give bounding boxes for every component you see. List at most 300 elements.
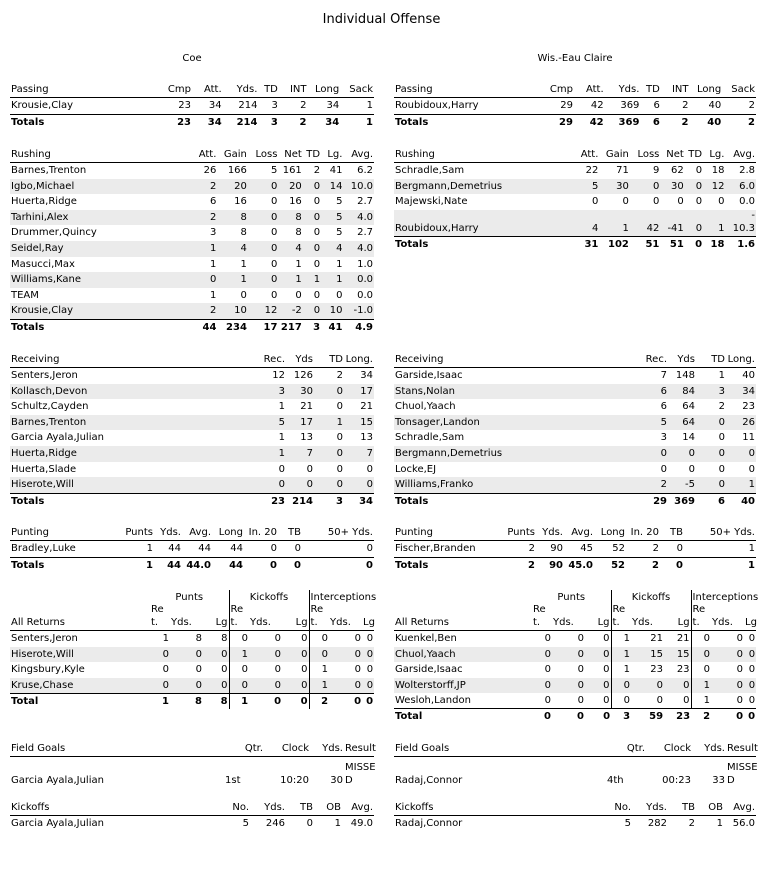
header-row	[10, 741, 374, 757]
stat-value: 0	[552, 647, 585, 662]
stat-value: 44	[154, 541, 182, 558]
table-row	[394, 757, 756, 775]
stat-value: 0	[271, 196, 278, 208]
stat-value: 0	[282, 647, 309, 662]
column-header: Avg.	[342, 800, 374, 816]
player-name: Bradley,Luke	[10, 541, 118, 558]
total-value: 3	[623, 711, 631, 723]
fg-result: MISSE	[345, 762, 376, 773]
stat-value: 21	[650, 633, 664, 645]
stat-value: 5	[336, 227, 343, 239]
total-value: 45.0	[568, 559, 593, 571]
stat-value: 0.0	[357, 289, 373, 301]
stat-value: 1	[229, 647, 249, 662]
table-cell	[744, 605, 756, 615]
table-cell	[599, 210, 630, 221]
column-header: TD	[696, 352, 726, 368]
table-row	[10, 415, 374, 431]
stat-value: 0	[366, 664, 374, 676]
stat-value: 42	[574, 98, 605, 115]
stat-value: 4	[217, 241, 248, 257]
stat-value: 64	[682, 401, 695, 413]
group-header-punts: Punts	[175, 592, 204, 603]
table-row	[10, 225, 374, 241]
stat-value: 0	[278, 541, 302, 558]
header-row	[394, 82, 756, 98]
totals-label: Totals	[395, 116, 429, 128]
player-name: Locke,EJ	[395, 463, 437, 475]
stat-value: 0	[221, 664, 228, 676]
column-header: Avg.	[182, 525, 212, 541]
table-cell	[249, 605, 282, 615]
stat-value: 23	[161, 98, 192, 115]
totals-row	[394, 557, 756, 573]
stat-value: 8	[278, 210, 302, 226]
table-row	[10, 678, 374, 694]
stat-value: 8	[221, 633, 228, 645]
group-header-row	[394, 590, 756, 605]
column-header: Clock	[646, 741, 692, 757]
stat-value: 0	[313, 258, 321, 270]
column-header: Lg	[362, 615, 374, 631]
field-goals-table-left	[10, 741, 374, 787]
stat-value: 1	[726, 477, 756, 493]
totals-row	[394, 237, 756, 253]
stat-value: 0	[306, 818, 313, 829]
table-row	[10, 210, 374, 226]
table-cell	[646, 757, 692, 775]
stat-value: 0	[282, 678, 309, 694]
column-header: Yds.	[249, 615, 282, 631]
total-value: 1	[366, 116, 373, 128]
stat-value: 62	[671, 165, 684, 176]
stat-value: 4	[321, 241, 343, 257]
stat-value: 2	[500, 541, 536, 558]
stat-value: 0	[274, 633, 282, 645]
column-header: Avg.	[725, 147, 756, 163]
total-value: 0	[270, 559, 277, 571]
section-label: Punting	[394, 525, 500, 541]
stat-value: 0	[203, 678, 229, 694]
stat-value: 8	[217, 210, 248, 226]
header-row	[10, 800, 374, 816]
total-value: 1	[146, 559, 153, 571]
column-header: Yds.	[223, 82, 259, 98]
total-value: 0	[676, 559, 683, 571]
column-header: Rec.	[250, 352, 286, 368]
stat-value: 0	[229, 662, 249, 677]
totals-label: Total	[395, 711, 423, 723]
punting-table-right	[394, 525, 756, 573]
player-name: Fischer,Branden	[394, 541, 500, 558]
stat-value: 0	[248, 241, 279, 257]
dash-mark: -	[725, 210, 756, 221]
stat-value: 0	[189, 272, 217, 288]
player-name: Roubidoux,Harry	[394, 221, 571, 237]
total-value: 0	[603, 711, 611, 723]
header-row	[10, 615, 374, 631]
stat-value: 0	[303, 179, 321, 195]
stat-value: 4	[278, 241, 302, 257]
table-row	[10, 399, 374, 415]
stat-value: 16	[234, 196, 247, 208]
stat-value: 0	[302, 541, 374, 558]
stat-value: 0	[271, 289, 278, 301]
sub-header-re: Re	[309, 605, 329, 615]
table-cell	[585, 605, 611, 615]
section-label: Passing	[394, 82, 543, 98]
stat-value: 282	[647, 818, 667, 829]
stat-value: 0	[585, 647, 611, 662]
player-name: Williams,Kane	[10, 272, 189, 288]
player-name: Roubidoux,Harry	[394, 98, 543, 115]
table-row	[10, 179, 374, 195]
total-value: 1	[162, 696, 169, 708]
column-header: TD	[303, 147, 321, 163]
stat-value: 17	[286, 415, 314, 431]
table-cell	[362, 605, 374, 615]
player-name: Huerta,Ridge	[10, 446, 250, 462]
stat-value: 18	[711, 165, 725, 176]
table-row	[394, 662, 756, 677]
column-header: Yds.	[632, 800, 668, 816]
stat-value: 0	[711, 647, 744, 662]
table-row	[394, 462, 756, 478]
stat-value: 2.7	[357, 227, 373, 239]
stat-value: 0	[577, 664, 584, 676]
section-label: Punting	[10, 525, 118, 541]
total-value: 29	[559, 116, 573, 128]
stat-value: 0	[691, 662, 711, 677]
column-header: Long	[212, 525, 244, 541]
stat-value: 17	[344, 384, 374, 400]
column-header: Cmp	[161, 82, 192, 98]
stat-value: 1	[611, 631, 631, 647]
section-label: Field Goals	[394, 741, 606, 757]
receiving-table-left	[10, 352, 374, 509]
table-cell	[10, 590, 150, 605]
stat-value: 13	[360, 432, 373, 444]
stat-value: -5	[668, 477, 696, 493]
stat-value: 0	[603, 664, 610, 676]
table-cell	[685, 210, 703, 221]
totals-row	[10, 493, 374, 509]
section-label: Rushing	[10, 147, 189, 163]
player-name: Huerta,Ridge	[11, 196, 77, 208]
fg-result: MISSE	[727, 762, 758, 773]
table-row	[10, 272, 374, 288]
table-cell	[692, 757, 726, 775]
player-name: Radaj,Connor	[395, 818, 463, 829]
stat-value: 0	[244, 541, 278, 558]
stat-value: 9	[653, 165, 660, 176]
column-header: Lg.	[703, 147, 725, 163]
table-cell	[310, 757, 344, 775]
player-name: Bergmann,Demetrius	[394, 446, 632, 462]
stat-value: 21	[300, 401, 313, 413]
column-header: INT	[661, 82, 690, 98]
kickoffs-table-right	[394, 800, 756, 832]
column-header: Att.	[189, 147, 217, 163]
column-header: TB	[286, 800, 314, 816]
column-header: Avg.	[343, 147, 374, 163]
column-header: t.	[150, 615, 170, 631]
column-header: Yds.	[170, 615, 203, 631]
stat-value: 214	[223, 98, 259, 115]
fg-result: D	[345, 775, 353, 786]
player-name: TEAM	[11, 289, 39, 301]
column-header: INT	[279, 82, 308, 98]
column-header: Yds.	[310, 741, 344, 757]
table-row	[394, 477, 756, 493]
column-header: Yds.	[250, 800, 286, 816]
stat-value: 0	[711, 693, 744, 709]
player-name: Hiserote,Will	[10, 647, 150, 662]
stat-value: 1	[278, 272, 302, 288]
total-value: 1.6	[737, 239, 755, 251]
table-row	[10, 662, 374, 677]
stat-value: 0	[309, 631, 329, 647]
stat-value: 1	[314, 415, 344, 431]
stat-value: -1.0	[343, 303, 374, 319]
stat-value: 16	[289, 196, 302, 208]
stat-value: 1	[336, 258, 343, 270]
stat-value: 0	[748, 633, 756, 645]
player-name: Schradle,Sam	[395, 432, 465, 444]
group-header-interceptions: Interceptions	[691, 590, 756, 605]
player-name: Kuenkel,Ben	[395, 633, 457, 645]
fg-quarter: 4th	[607, 775, 624, 786]
stat-value: 0	[736, 664, 744, 676]
stat-value: 0	[552, 693, 585, 709]
stat-value: 5	[242, 818, 249, 829]
stat-value: 1	[278, 432, 285, 444]
stat-value: 0	[718, 432, 725, 444]
stat-value: 0	[691, 631, 711, 647]
table-row	[394, 179, 756, 195]
table-row	[10, 631, 374, 647]
column-header: TB	[660, 525, 684, 541]
column-header: Yds.	[605, 82, 641, 98]
stat-value: 2	[688, 818, 695, 829]
section-label: Rushing	[394, 147, 571, 163]
column-header: Gain	[599, 147, 630, 163]
stat-value: 0	[203, 647, 229, 662]
totals-label: Totals	[395, 495, 429, 507]
stat-value: 0	[603, 633, 610, 645]
stat-value: 1	[691, 693, 711, 709]
stat-value: 8	[295, 227, 302, 239]
stat-value: 0	[329, 647, 362, 662]
stat-value: 1	[250, 446, 286, 462]
stat-value: 21	[360, 401, 373, 413]
table-row	[10, 163, 374, 179]
stat-value: 12	[248, 303, 279, 319]
table-row	[394, 210, 756, 221]
table-row	[10, 647, 374, 662]
stat-value: 0	[744, 693, 756, 709]
stat-value: 0	[544, 633, 551, 645]
stat-value: 0	[336, 463, 343, 475]
header-row	[394, 147, 756, 163]
table-row	[10, 98, 374, 115]
column-header: t.	[611, 615, 631, 631]
stat-value: 1	[189, 241, 217, 257]
stat-value: 0.0	[739, 196, 755, 208]
stat-value: 0	[286, 477, 314, 493]
header-row	[394, 352, 756, 368]
table-cell	[203, 605, 229, 615]
totals-label: Totals	[11, 495, 45, 507]
stat-value: 0	[592, 196, 599, 208]
total-value: 2	[703, 711, 711, 723]
stat-value: -41	[660, 221, 684, 237]
stat-value: 34	[308, 98, 341, 115]
column-header: Lg.	[321, 147, 343, 163]
stat-value: 1	[240, 258, 247, 270]
total-value: 217	[280, 321, 302, 333]
stat-value: 10	[321, 303, 343, 319]
column-header: Yds.	[631, 615, 664, 631]
stat-value: 1	[162, 633, 169, 645]
stat-value: 0	[249, 678, 282, 694]
stat-value: 126	[293, 370, 313, 381]
player-name: Kruse,Chase	[10, 678, 150, 694]
stat-value: 0	[660, 463, 667, 475]
stat-value: 0	[314, 477, 344, 493]
stat-value: 7	[286, 446, 314, 462]
total-value: 3	[313, 321, 321, 333]
total-value: 0	[366, 559, 373, 571]
stat-value: 0	[295, 289, 302, 301]
total-value: 2	[299, 116, 307, 128]
stat-value: 0	[362, 678, 374, 694]
player-name: Kollasch,Devon	[10, 384, 250, 400]
stat-value: 0	[577, 633, 584, 645]
header-row	[394, 800, 756, 816]
stat-value: 84	[668, 384, 696, 400]
total-value: 0	[294, 559, 301, 571]
totals-label: Totals	[11, 321, 45, 333]
table-cell	[711, 605, 744, 615]
stat-value: 2	[632, 477, 668, 493]
player-name: Radaj,Connor	[395, 775, 463, 786]
column-header: Sack	[722, 82, 756, 98]
total-value: 214	[292, 495, 313, 507]
column-header: Gain	[217, 147, 248, 163]
total-value: 3	[270, 116, 278, 128]
stat-value: 2	[189, 303, 217, 319]
table-row	[10, 816, 374, 832]
stat-value: 56.0	[732, 818, 755, 829]
column-header: TB	[668, 800, 696, 816]
table-row	[394, 678, 756, 693]
stat-value: 2	[722, 98, 756, 115]
stat-value: 0	[249, 647, 282, 662]
totals-row	[10, 694, 374, 710]
stat-value: 1	[295, 258, 302, 270]
table-row	[394, 430, 756, 446]
stat-value: 0	[344, 477, 374, 493]
field-goals-table-right	[394, 741, 756, 787]
sub-header-re: Re	[151, 604, 164, 616]
table-cell	[394, 605, 532, 615]
stat-value: 0	[271, 227, 278, 239]
column-header: Loss	[248, 147, 279, 163]
group-header-kickoffs: Kickoffs	[611, 590, 691, 605]
table-row	[10, 257, 374, 273]
total-value: 2	[652, 559, 659, 571]
stat-value: 0	[170, 647, 203, 662]
stat-value: 1	[118, 541, 154, 558]
stat-value: 0	[313, 196, 321, 208]
stat-value: 0	[677, 196, 684, 208]
group-header-kickoffs: Kickoffs	[229, 590, 309, 605]
stat-value: 1	[309, 662, 329, 677]
total-value: 29	[653, 495, 667, 507]
stat-value: 0	[685, 221, 703, 237]
passing-table-right	[394, 82, 756, 130]
column-header: Punts	[500, 525, 536, 541]
totals-row	[10, 319, 374, 335]
stat-value: 0	[718, 463, 725, 475]
stat-value: 45	[564, 541, 594, 558]
stat-value: 3	[258, 98, 278, 115]
stat-value: 40	[742, 370, 755, 381]
stat-value: 148	[675, 370, 695, 381]
column-header: TD	[314, 352, 344, 368]
stat-value: 0	[696, 477, 726, 493]
player-name: Drummer,Quincy	[11, 227, 97, 239]
stat-value: 30	[286, 384, 314, 400]
table-cell	[631, 605, 664, 615]
stat-value: 15	[664, 647, 691, 662]
table-row	[10, 446, 374, 462]
column-header: t.	[532, 615, 552, 631]
sub-header-re: Re	[611, 605, 631, 615]
table-row	[10, 288, 374, 304]
stat-value: 0	[664, 678, 691, 693]
column-header: Long.	[344, 352, 374, 368]
stat-value: 1	[716, 818, 723, 829]
header-row	[10, 82, 374, 98]
table-row	[394, 368, 756, 384]
stat-value: 369	[605, 98, 641, 115]
stat-value: 20	[278, 179, 302, 195]
total-value: 40	[741, 495, 755, 507]
total-value: 2	[681, 116, 689, 128]
player-name: Garcia Ayala,Julian	[11, 818, 104, 829]
returns-table-left	[10, 590, 377, 709]
stat-value: 0	[532, 678, 552, 693]
player-name: Hiserote,Will	[10, 477, 250, 493]
column-header: Yds.	[552, 615, 585, 631]
group-header-row	[10, 590, 374, 605]
stat-value: 22	[585, 165, 599, 176]
column-header: Net	[660, 147, 684, 163]
stat-value: 2	[718, 401, 725, 413]
table-row	[394, 98, 756, 115]
stat-value: 3	[660, 432, 667, 444]
stat-value: 20	[217, 179, 248, 195]
fg-clock: 00:23	[662, 775, 691, 786]
table-row	[394, 221, 756, 237]
total-value: 51	[669, 239, 684, 251]
table-row	[394, 415, 756, 431]
stat-value: 4.0	[343, 241, 374, 257]
stat-value: 0	[366, 633, 374, 645]
totals-row	[10, 114, 374, 130]
